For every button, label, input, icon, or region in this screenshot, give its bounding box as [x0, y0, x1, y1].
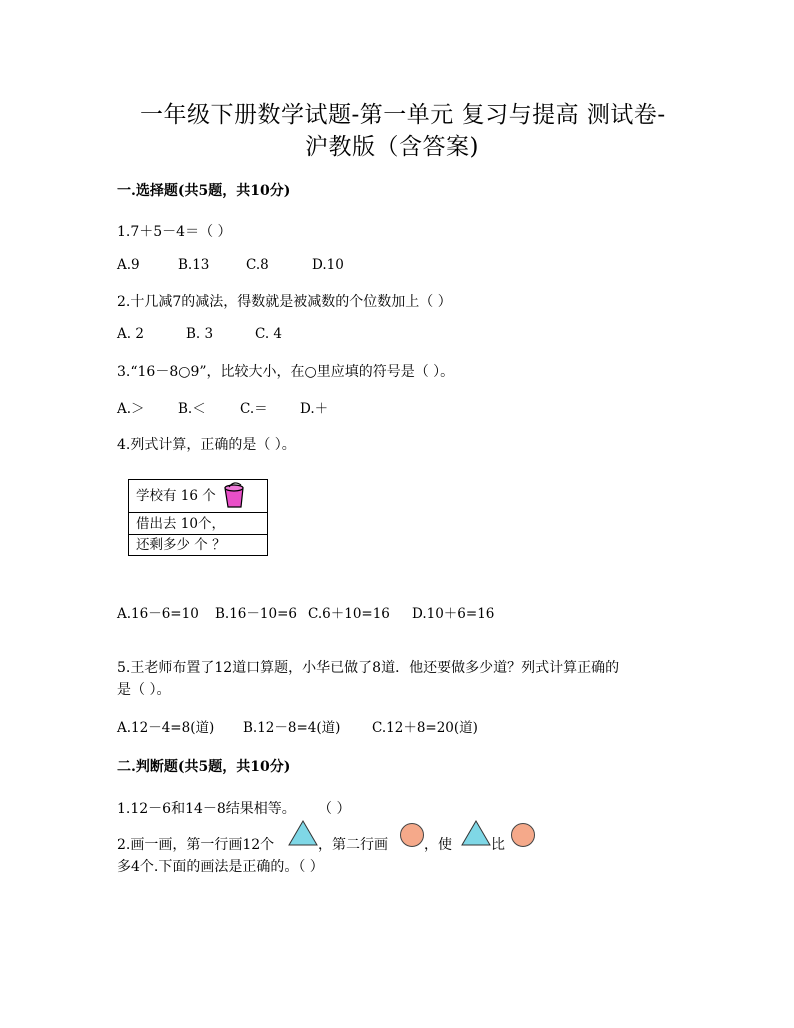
box-row-2: 借出去 10个， [129, 513, 267, 535]
q3-option-d: D.＋ [300, 401, 329, 417]
q1-option-d: D.10 [312, 257, 344, 273]
page-title-line2: 沪教版（含答案) [305, 134, 479, 160]
q3-option-c: C.＝ [240, 401, 268, 417]
q3-option-a: A.＞ [117, 401, 145, 417]
q5-option-b: B.12－8=4(道) [243, 720, 341, 736]
circle-icon [510, 822, 536, 848]
q2-option-b: B. 3 [186, 326, 214, 342]
question-3: 3.“16－8○9”，比较大小，在○里应填的符号是（ ）。 [117, 364, 455, 380]
q4-option-b: B.16－10=6 [215, 606, 297, 622]
circle-icon [399, 822, 425, 848]
q3-option-b: B.＜ [178, 401, 206, 417]
page-title-line1: 一年级下册数学试题-第一单元 复习与提高 测试卷- [140, 102, 666, 128]
q4-option-a: A.16－6=10 [117, 606, 199, 622]
q5-option-c: C.12＋8=20(道) [372, 720, 478, 736]
section1-heading: 一.选择题(共5题，共10分) [117, 183, 291, 199]
q5-option-a: A.12－4=8(道) [117, 720, 215, 736]
q4-option-c: C.6＋10=16 [308, 606, 390, 622]
question-5-line2: 是（ ）。 [117, 682, 171, 698]
q2-option-a: A. 2 [117, 326, 144, 342]
question-4: 4.列式计算，正确的是（ ）。 [117, 437, 296, 453]
judge-question-2-line2: 多4个.下面的画法是正确的。（ ） [117, 859, 324, 875]
judge-question-1: 1.12－6和14－8结果相等。 [117, 801, 296, 817]
judge-question-2-part1: 2.画一画，第一行画12个 [117, 837, 275, 853]
q1-option-b: B.13 [178, 257, 210, 273]
box-row-3: 还剩多少 个 ？ [136, 537, 226, 553]
q4-option-d: D.10＋6=16 [412, 606, 495, 622]
judge-question-2-part3: ，使 [424, 837, 452, 853]
q1-option-a: A.9 [117, 257, 140, 273]
judge-question-1-bracket: （ ） [318, 801, 351, 817]
bucket-icon [220, 480, 250, 510]
q2-option-c: C. 4 [255, 326, 283, 342]
question-2: 2.十几减7的减法，得数就是被减数的个位数加上（ ） [117, 294, 452, 310]
section2-heading: 二.判断题(共5题，共10分) [117, 759, 291, 775]
judge-question-2-part2: ，第二行画 [318, 837, 388, 853]
box-row-1-text: 学校有 16 个 [136, 488, 216, 504]
triangle-icon [288, 820, 318, 846]
q1-option-c: C.8 [246, 257, 269, 273]
triangle-icon [461, 820, 491, 846]
question-5-line1: 5.王老师布置了12道口算题，小华已做了8道．他还要做多少道？列式计算正确的 [117, 660, 620, 676]
judge-question-2-part4: 比 [491, 837, 505, 853]
question-1: 1.7＋5－4＝（ ） [117, 224, 232, 240]
